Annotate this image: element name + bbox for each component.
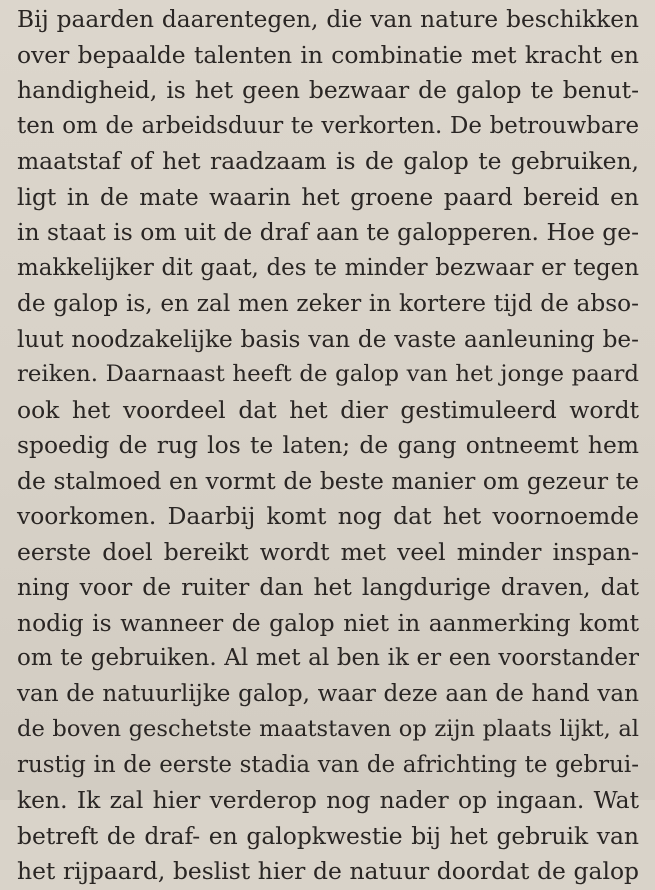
text-line: de boven geschetste maatstaven op zijn plaats lijkt, al bbox=[17, 716, 639, 742]
text-line: de galop is, en zal men zeker in kortere tijd de abso- bbox=[17, 290, 639, 317]
text-line: het rijpaard, beslist hier de natuur doordat de galop bbox=[17, 857, 639, 885]
text-line: Bij paarden daarentegen, die van nature beschikken bbox=[17, 6, 639, 33]
text-line: eerste doel bereikt wordt met veel minder inspan- bbox=[17, 537, 639, 566]
text-line: handigheid, is het geen bezwaar de galop te benut- bbox=[17, 76, 639, 104]
text-line: ligt in de mate waarin het groene paard bereid en bbox=[17, 182, 639, 211]
text-line: luut noodzakelijke basis van de vaste aanleuning be- bbox=[17, 325, 639, 353]
text-line: betreft de draf- en galopkwestie bij het gebruik van bbox=[17, 821, 639, 850]
text-line: ook het voordeel dat het dier gestimuleerd wordt bbox=[17, 395, 639, 424]
text-line: makkelijker dit gaat, des te minder bezwaar er tegen bbox=[17, 254, 639, 281]
text-line: om te gebruiken. Al met al ben ik er een voorstander bbox=[17, 645, 639, 671]
text-line: rustig in de eerste stadia van de africhting te gebrui- bbox=[17, 751, 639, 778]
text-line: nodig is wanneer de galop niet in aanmerking komt bbox=[17, 608, 639, 637]
text-line: reiken. Daarnaast heeft de galop van het jonge paard bbox=[17, 361, 639, 387]
body-paragraph bbox=[17, 2, 639, 890]
text-line: voorkomen. Daarbij komt nog dat het voornoemde bbox=[17, 502, 639, 530]
text-line: de stalmoed en vormt de beste manier om gezeur te bbox=[17, 466, 639, 495]
text-line: ning voor de ruiter dan het langdurige draven, dat bbox=[17, 573, 639, 601]
text-line: maatstaf of het raadzaam is de galop te gebruiken, bbox=[17, 147, 639, 175]
text-line: ten om de arbeidsduur te verkorten. De betrouwbare bbox=[17, 112, 639, 139]
text-line: over bepaalde talenten in combinatie met kracht en bbox=[17, 40, 639, 69]
text-line: spoedig de rug los te laten; de gang ontneemt hem bbox=[17, 431, 639, 459]
text-line: van de natuurlijke galop, waar deze aan de hand van bbox=[17, 680, 639, 707]
text-line: ken. Ik zal hier verderop nog nader op ingaan. Wat bbox=[17, 786, 639, 814]
text-line: in staat is om uit de draf aan te galopperen. Hoe ge- bbox=[17, 218, 639, 246]
